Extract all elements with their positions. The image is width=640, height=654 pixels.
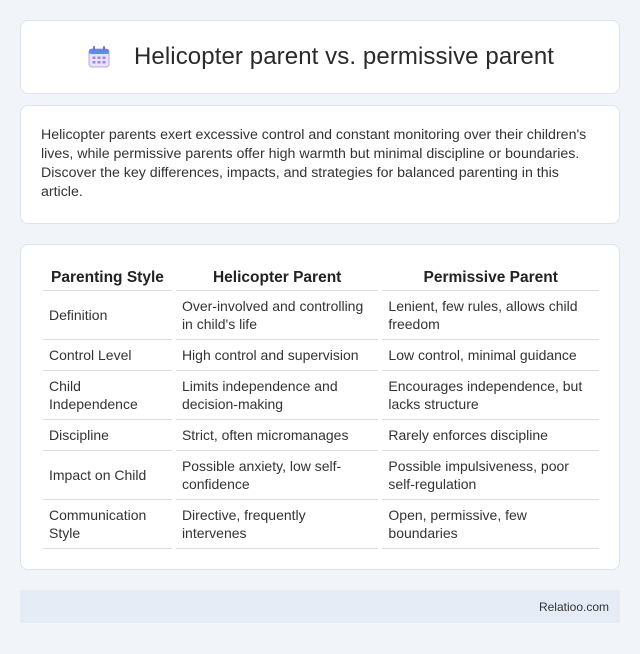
column-header: Permissive Parent	[382, 265, 599, 291]
row-label: Definition	[43, 291, 172, 340]
row-label: Control Level	[43, 340, 172, 371]
table-cell: Low control, minimal guidance	[382, 340, 599, 371]
comparison-table-card	[20, 244, 620, 570]
table-cell: Rarely enforces discipline	[382, 420, 599, 451]
table-row	[43, 420, 599, 451]
table-cell: Open, permissive, few boundaries	[382, 500, 599, 549]
footer-brand-link[interactable]: Relatioo.com	[538, 599, 609, 614]
table-cell: Encourages independence, but lacks structure	[382, 371, 599, 420]
table-row	[43, 451, 599, 500]
column-header: Parenting Style	[43, 265, 172, 291]
footer	[20, 590, 620, 623]
table-row	[43, 500, 599, 549]
table-row	[43, 371, 599, 420]
table-row	[43, 291, 599, 340]
table-cell: Lenient, few rules, allows child freedom	[382, 291, 599, 340]
intro-card	[20, 105, 620, 224]
calendar-icon	[86, 44, 112, 70]
row-label: Impact on Child	[43, 451, 172, 500]
column-header: Helicopter Parent	[176, 265, 378, 291]
row-label: Child Independence	[43, 371, 172, 420]
table-cell: Directive, frequently intervenes	[176, 500, 378, 549]
comparison-table	[43, 265, 599, 549]
table-row	[43, 340, 599, 371]
table-cell: Limits independence and decision-making	[176, 371, 378, 420]
table-header-row	[43, 265, 599, 291]
title-card	[20, 20, 620, 94]
table-cell: Over-involved and controlling in child's life	[176, 291, 378, 340]
page-title: Helicopter parent vs. permissive parent	[133, 43, 555, 70]
table-cell: High control and supervision	[176, 340, 378, 371]
table-cell: Strict, often micromanages	[176, 420, 378, 451]
table-cell: Possible anxiety, low self-confidence	[176, 451, 378, 500]
row-label: Communication Style	[43, 500, 172, 549]
intro-text: Helicopter parents exert excessive control and constant monitoring over their children's lives, while permissive parents offer high warmth but minimal discipline or boundaries. Discover the key differences, impacts, and strategies for balanced parenting in this article.	[41, 127, 587, 200]
row-label: Discipline	[43, 420, 172, 451]
table-cell: Possible impulsiveness, poor self-regulation	[382, 451, 599, 500]
